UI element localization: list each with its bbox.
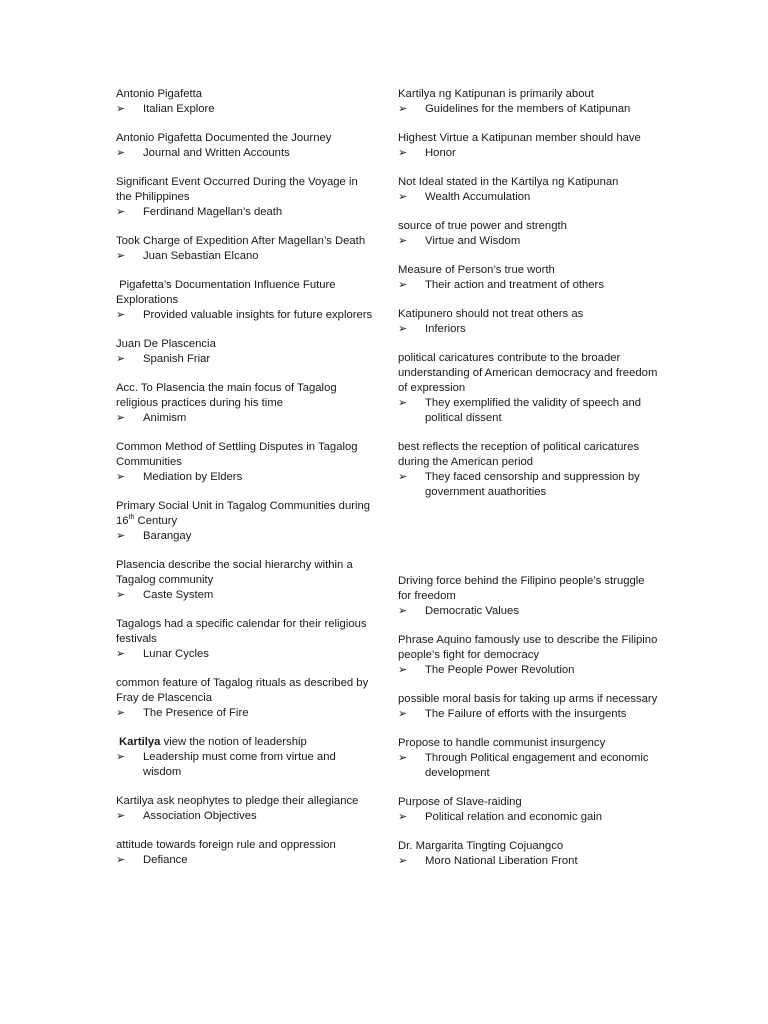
question: Highest Virtue a Katipunan member should have: [398, 132, 641, 144]
qa-item: [398, 351, 660, 426]
arrow-bullet-icon: ➢: [398, 279, 408, 291]
arrow-bullet-icon: ➢: [116, 471, 126, 483]
qa-item: [116, 676, 376, 721]
arrow-bullet-icon: ➢: [116, 530, 126, 542]
question: Purpose of Slave-raiding: [398, 796, 522, 808]
answer: ➢ Guidelines for the members of Katipunan: [398, 103, 631, 115]
qa-item: [116, 558, 376, 603]
arrow-bullet-icon: ➢: [398, 191, 408, 203]
answer: ➢ Political relation and economic gain: [398, 811, 603, 823]
question: Antonio Pigafetta Documented the Journey: [116, 132, 332, 144]
answer: ➢ The Presence of Fire: [116, 707, 249, 719]
arrow-bullet-icon: ➢: [398, 708, 408, 720]
qa-item: [398, 131, 660, 161]
answer: ➢ Italian Explore: [116, 103, 215, 115]
arrow-bullet-icon: ➢: [398, 397, 408, 409]
arrow-bullet-icon: ➢: [398, 664, 408, 676]
arrow-bullet-icon: ➢: [116, 648, 126, 660]
question: Took Charge of Expedition After Magellan’s Death: [116, 235, 366, 247]
answer: ➢ Mediation by Elders: [116, 471, 243, 483]
answer: ➢ Animism: [116, 412, 187, 424]
question: Primary Social Unit in Tagalog Communities during 16th Century: [116, 500, 371, 527]
question: political caricatures contribute to the broader understanding of American democracy and freedom of expression: [398, 352, 658, 394]
question: Kartilya ask neophytes to pledge their allegiance: [116, 795, 359, 807]
left-column: [116, 87, 376, 882]
qa-item: [116, 440, 376, 485]
arrow-bullet-icon: ➢: [116, 250, 126, 262]
answer: ➢ Virtue and Wisdom: [398, 235, 521, 247]
answer: ➢ Moro National Liberation Front: [398, 855, 578, 867]
question: Propose to handle communist insurgency: [398, 737, 606, 749]
question: Katipunero should not treat others as: [398, 308, 584, 320]
answer: ➢ Wealth Accumulation: [398, 191, 531, 203]
qa-item: [116, 87, 376, 117]
right-column: [398, 87, 660, 883]
answer: ➢ Lunar Cycles: [116, 648, 209, 660]
answer: ➢ Juan Sebastian Elcano: [116, 250, 259, 262]
qa-item: [116, 381, 376, 426]
qa-item: [116, 838, 376, 868]
arrow-bullet-icon: ➢: [398, 323, 408, 335]
arrow-bullet-icon: ➢: [398, 471, 408, 483]
blank-gap: [398, 514, 660, 574]
arrow-bullet-icon: ➢: [398, 752, 408, 764]
arrow-bullet-icon: ➢: [116, 589, 126, 601]
question: best reflects the reception of political caricatures during the American period: [398, 441, 640, 468]
arrow-bullet-icon: ➢: [116, 103, 126, 115]
qa-item: [116, 278, 376, 323]
qa-item: [116, 794, 376, 824]
answer: ➢ They exemplified the validity of speech and political dissent: [398, 397, 642, 424]
answer: ➢ Democratic Values: [398, 605, 519, 617]
question: Driving force behind the Filipino people’s struggle for freedom: [398, 575, 645, 602]
qa-item: [116, 499, 376, 544]
answer: ➢ Journal and Written Accounts: [116, 147, 290, 159]
answer: ➢ Barangay: [116, 530, 192, 542]
question: Kartilya view the notion of leadership: [119, 736, 307, 748]
arrow-bullet-icon: ➢: [398, 103, 408, 115]
qa-item: [398, 175, 660, 205]
question: Measure of Person’s true worth: [398, 264, 555, 276]
answer: ➢ Association Objectives: [116, 810, 257, 822]
question: Kartilya ng Katipunan is primarily about: [398, 88, 594, 100]
qa-item: [116, 234, 376, 264]
qa-item: [116, 735, 376, 780]
qa-item: [398, 692, 660, 722]
question: source of true power and strength: [398, 220, 567, 232]
question: Significant Event Occurred During the Voyage in the Philippines: [116, 176, 358, 203]
arrow-bullet-icon: ➢: [116, 751, 126, 763]
answer: ➢ They faced censorship and suppression by government auathorities: [398, 471, 640, 498]
qa-item: [116, 337, 376, 367]
answer: ➢ Provided valuable insights for future explorers: [116, 309, 373, 321]
question: possible moral basis for taking up arms if necessary: [398, 693, 658, 705]
qa-item: [398, 219, 660, 249]
question: Juan De Plascencia: [116, 338, 216, 350]
qa-item: [398, 633, 660, 678]
arrow-bullet-icon: ➢: [398, 605, 408, 617]
arrow-bullet-icon: ➢: [398, 235, 408, 247]
qa-item: [398, 440, 660, 500]
question: Antonio Pigafetta: [116, 88, 203, 100]
qa-item: [398, 307, 660, 337]
qa-item: [398, 795, 660, 825]
answer: ➢ Caste System: [116, 589, 214, 601]
answer: ➢ The People Power Revolution: [398, 664, 575, 676]
question: Common Method of Settling Disputes in Tagalog Communities: [116, 441, 358, 468]
arrow-bullet-icon: ➢: [116, 147, 126, 159]
question: Plasencia describe the social hierarchy within a Tagalog community: [116, 559, 353, 586]
answer: ➢ Honor: [398, 147, 456, 159]
answer: ➢ Defiance: [116, 854, 188, 866]
arrow-bullet-icon: ➢: [116, 309, 126, 321]
question: attitude towards foreign rule and oppression: [116, 839, 336, 851]
qa-item: [398, 263, 660, 293]
qa-item: [116, 131, 376, 161]
qa-item: [398, 574, 660, 619]
answer: ➢ The Failure of efforts with the insurgents: [398, 708, 627, 720]
answer: ➢ Through Political engagement and economic development: [398, 752, 649, 779]
arrow-bullet-icon: ➢: [116, 412, 126, 424]
qa-item: [398, 736, 660, 781]
arrow-bullet-icon: ➢: [398, 147, 408, 159]
question: common feature of Tagalog rituals as described by Fray de Plascencia: [116, 677, 369, 704]
answer: ➢ Spanish Friar: [116, 353, 211, 365]
arrow-bullet-icon: ➢: [116, 810, 126, 822]
answer: ➢ Ferdinand Magellan’s death: [116, 206, 283, 218]
question: Acc. To Plasencia the main focus of Tagalog religious practices during his time: [116, 382, 337, 409]
arrow-bullet-icon: ➢: [116, 854, 126, 866]
answer: ➢ Leadership must come from virtue and wisdom: [116, 751, 336, 778]
qa-item: [398, 87, 660, 117]
qa-item: [116, 617, 376, 662]
qa-item: [116, 175, 376, 220]
answer: ➢ Their action and treatment of others: [398, 279, 604, 291]
question: Dr. Margarita Tingting Cojuangco: [398, 840, 564, 852]
qa-item: [398, 839, 660, 869]
answer: ➢ Inferiors: [398, 323, 466, 335]
question: Phrase Aquino famously use to describe the Filipino people’s fight for democracy: [398, 634, 658, 661]
arrow-bullet-icon: ➢: [398, 811, 408, 823]
arrow-bullet-icon: ➢: [116, 707, 126, 719]
question: Pigafetta’s Documentation Influence Future Explorations: [116, 279, 339, 306]
arrow-bullet-icon: ➢: [398, 855, 408, 867]
question: Tagalogs had a specific calendar for their religious festivals: [116, 618, 367, 645]
arrow-bullet-icon: ➢: [116, 206, 126, 218]
arrow-bullet-icon: ➢: [116, 353, 126, 365]
question: Not Ideal stated in the Kartilya ng Katipunan: [398, 176, 619, 188]
